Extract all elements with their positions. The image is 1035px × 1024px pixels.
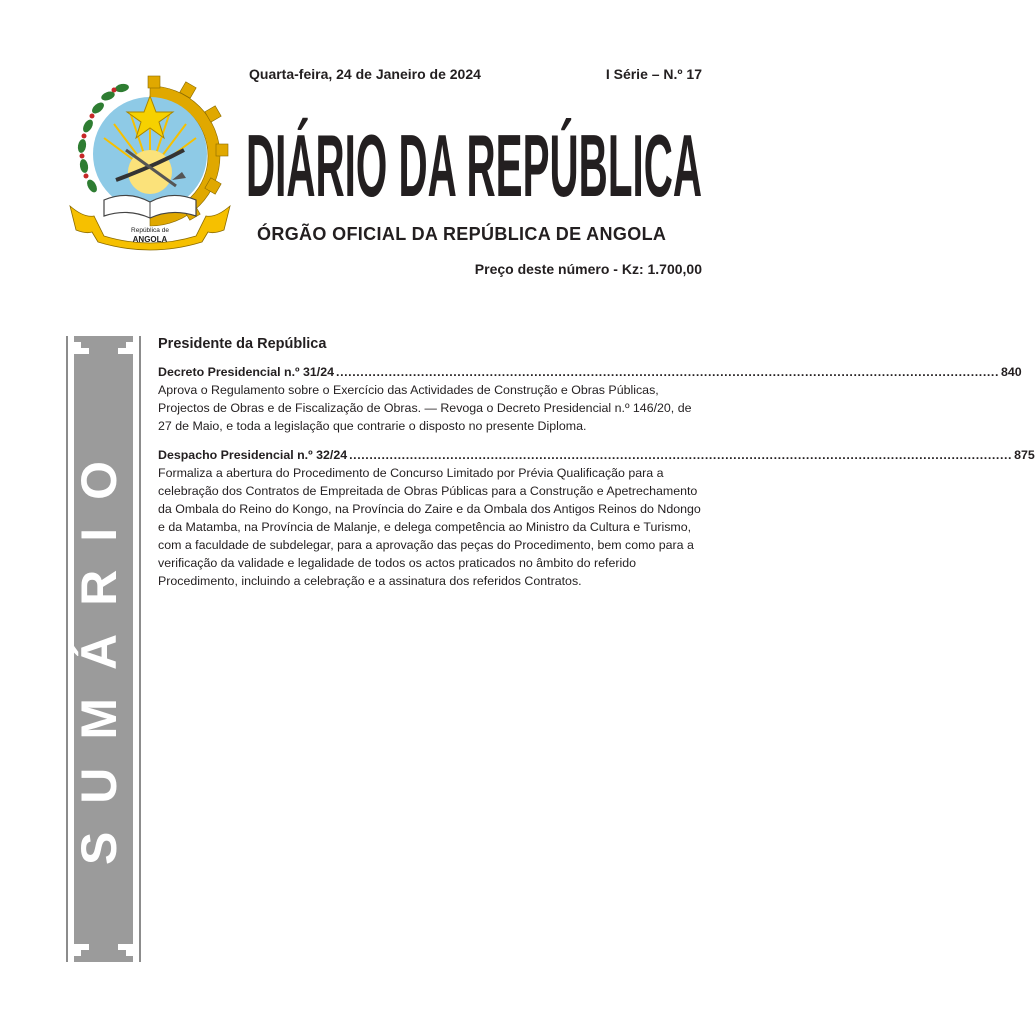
section-heading: Presidente da República bbox=[158, 336, 327, 352]
dot-leader: .................................................................................................................................................................... bbox=[349, 448, 1013, 462]
issue-series-number: I Série – N.º 17 bbox=[605, 66, 702, 82]
emblem-ribbon-main: ANGOLA bbox=[132, 235, 168, 244]
summary-sidebar bbox=[66, 336, 141, 962]
entry-description: Formaliza a abertura do Procedimento de Concurso Limitado por Prévia Qualificação para a celebração dos Contratos de Empreitada de Obras Públicas para a Construção e Apetrechamento da Ombala do Reino do Kongo, na Província do Zaire e da Ombala dos Antigos Reinos do Ndongo e da Matamba, na Província de Malanje, e delega competência ao Ministro da Cultura e Turismo, com a faculdade de subdelegar, para a aprovação das peças do Procedimento, bem como para a verificação da validade e legalidade de todos os actos praticados no âmbito do referido Procedimento, incluindo a celebração e a assinatura dos referidos Contratos. bbox=[158, 466, 701, 588]
masthead-subtitle: ÓRGÃO OFICIAL DA REPÚBLICA DE ANGOLA bbox=[257, 224, 667, 244]
national-emblem bbox=[64, 68, 236, 246]
entry-page-number: 840 bbox=[1001, 365, 1022, 379]
entry-title-line bbox=[158, 364, 1022, 381]
masthead-title bbox=[246, 116, 704, 215]
emblem-ribbon-top: República de bbox=[131, 227, 169, 234]
entry-title[interactable]: Despacho Presidencial n.º 32/24 bbox=[158, 448, 348, 462]
summary-entry bbox=[158, 447, 1035, 590]
entry-page-number: 875 bbox=[1014, 448, 1035, 462]
issue-date: Quarta-feira, 24 de Janeiro de 2024 bbox=[249, 66, 481, 82]
entry-title-line bbox=[158, 447, 1035, 464]
summary-content bbox=[158, 336, 1035, 602]
emblem-graphic bbox=[64, 68, 236, 246]
entry-title[interactable]: Decreto Presidencial n.º 31/24 bbox=[158, 365, 335, 379]
entry-description: Aprova o Regulamento sobre o Exercício das Actividades de Construção e Obras Públicas, Projectos de Obras e de Fiscalização de Obras. — Revoga o Decreto Presidencial n.º 146/20, de 27 de Maio, e toda a legislação que contrarie o disposto no presente Diploma. bbox=[158, 383, 692, 433]
issue-price: Preço deste número - Kz: 1.700,00 bbox=[474, 261, 702, 277]
masthead-text: DIÁRIO DA REPÚBLICA bbox=[246, 116, 702, 215]
sidebar-label: SUMÁRIO bbox=[71, 432, 127, 866]
dot-leader: .................................................................................................................................................................... bbox=[336, 365, 1000, 379]
summary-entry bbox=[158, 364, 1022, 435]
